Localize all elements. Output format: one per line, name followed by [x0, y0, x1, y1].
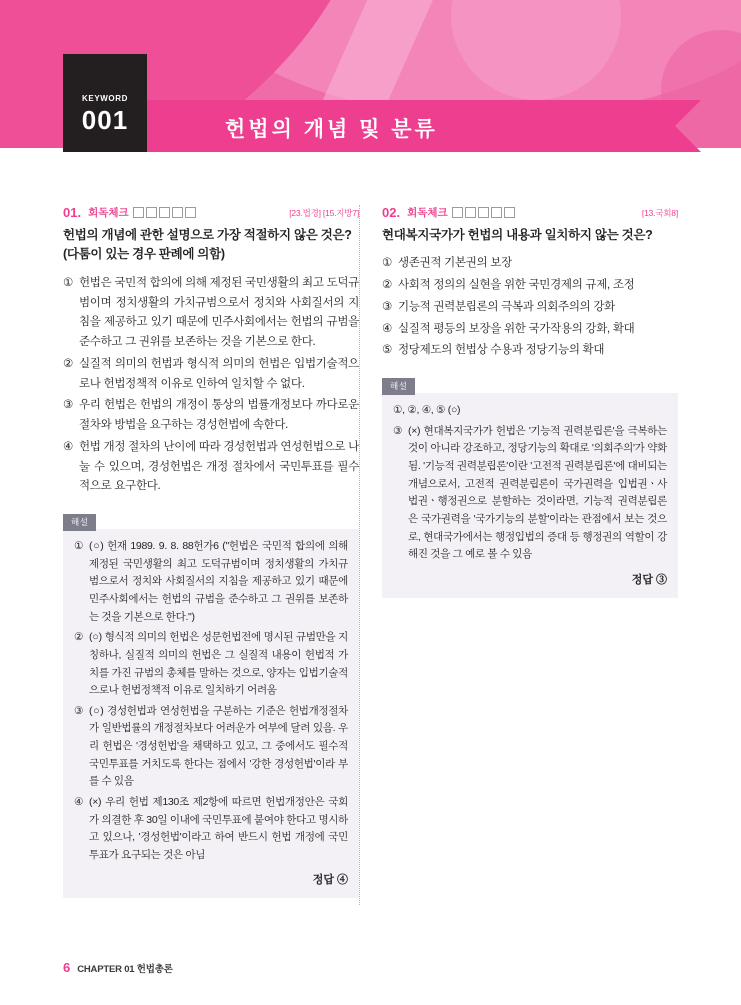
question-number: 02.: [382, 205, 401, 220]
question-column-right: [382, 205, 678, 898]
page-title: 헌법의 개념 및 분류: [225, 118, 438, 141]
explanation-body: [382, 393, 678, 598]
question-prompt: 헌법의 개념에 관한 설명으로 가장 적절하지 않은 것은? (다툼이 있는 경우 판례에 의함): [63, 228, 352, 262]
choice-marker: ④: [63, 440, 74, 453]
explanation-text: 경성헌법과 연성헌법을 구분하는 기준은 헌법개정절차가 일반법률의 개정절차보다 어려운가 여부에 달려 있음. 우리 헌법은 '경성헌법'을 채택하고 있고, 그 중에서도 필수적 국민투표를 거치도록 한다는 점에서 '강한 경성헌법'이라 부를 수 있음: [89, 704, 349, 788]
explanation-item: [393, 423, 667, 564]
review-check-boxes[interactable]: [452, 207, 515, 218]
review-check-box[interactable]: [478, 207, 489, 218]
explanation-item: [74, 538, 348, 626]
explanation-block: [382, 375, 678, 598]
choice-text: 실질적 평등의 보장을 위한 국가작용의 강화, 확대: [398, 322, 635, 335]
content-area: [63, 205, 678, 898]
choice-text: 우리 헌법은 헌법의 개정이 통상의 법률개정보다 까다로운 절차와 방법을 요구하는 경성헌법에 속한다.: [79, 399, 359, 432]
band-bottom-mask: [0, 148, 741, 178]
explanation-text: 헌재 1989. 9. 8. 88헌가6 ("헌법은 국민적 합의에 의해 제정된 국민생활의 최고 도덕규범이며 정치생활의 가치규범으로서 정치와 사회질서의 지침을 제공하고 있기 때문에 민주사회에서는 헌법의 규범을 준수하고 그 권위를 보존하는 것을 기본으로 한다."): [89, 540, 349, 623]
choice-marker: ①: [382, 257, 393, 270]
choice-list: [382, 254, 678, 361]
explanation-marker: ④: [74, 795, 84, 808]
review-check-label: 회독체크: [88, 207, 129, 219]
review-check-box[interactable]: [504, 207, 515, 218]
explanation-item: [74, 794, 348, 865]
explanation-block: [63, 511, 359, 898]
choice-item[interactable]: [63, 274, 359, 353]
explanation-list: [393, 423, 667, 564]
review-check-box[interactable]: [159, 207, 170, 218]
choice-item[interactable]: [382, 341, 678, 361]
choice-list: [63, 274, 359, 497]
review-check-boxes[interactable]: [133, 207, 196, 218]
choice-item[interactable]: [382, 298, 678, 318]
choice-item[interactable]: [63, 396, 359, 436]
choice-item[interactable]: [382, 320, 678, 340]
explanation-mark: (○): [89, 631, 102, 644]
explanation-tag: 해설: [382, 378, 415, 395]
review-check-box[interactable]: [146, 207, 157, 218]
choice-text: 기능적 권력분립론의 극복과 의회주의의 강화: [398, 300, 615, 313]
review-check-box[interactable]: [172, 207, 183, 218]
question-source: [13.국회8]: [641, 207, 678, 218]
choice-marker: ⑤: [382, 344, 393, 357]
explanation-item: [74, 703, 348, 791]
question-source: [23.법경] [15.지방7]: [289, 207, 359, 218]
review-check-box[interactable]: [465, 207, 476, 218]
question-header: [382, 205, 678, 220]
choice-text: 생존권적 기본권의 보장: [398, 257, 512, 270]
page-number: 6: [63, 960, 71, 975]
explanation-mark: (×): [408, 424, 421, 437]
explanation-body: [63, 529, 359, 898]
question-header: [63, 205, 359, 220]
question-number: 01.: [63, 205, 82, 220]
choice-marker: ①: [63, 276, 74, 289]
choice-marker: ③: [382, 300, 393, 313]
explanation-item: [74, 629, 348, 700]
header-banner: [125, 100, 675, 152]
keyword-number: 001: [81, 105, 129, 135]
explanation-summary: ①, ②, ④, ⑤ (○): [393, 404, 461, 417]
choice-marker: ②: [382, 279, 393, 292]
review-check-label: 회독체크: [407, 207, 448, 219]
review-check-box[interactable]: [452, 207, 463, 218]
keyword-badge: [63, 54, 147, 152]
choice-text: 실질적 의미의 헌법과 형식적 의미의 헌법은 입법기술적으로나 헌법정책적 이유로 인하여 일치할 수 없다.: [79, 357, 359, 390]
answer-label: 정답 ③: [631, 573, 667, 586]
choice-text: 정당제도의 헌법상 수용과 정당기능의 확대: [398, 344, 605, 357]
explanation-mark: (×): [89, 795, 102, 808]
question-column-left: [63, 205, 359, 898]
choice-text: 사회적 정의의 실현을 위한 국민경제의 규제, 조정: [398, 279, 635, 292]
explanation-text: 우리 헌법 제130조 제2항에 따르면 헌법개정안은 국회가 의결한 후 30일 이내에 국민투표에 붙여야 한다고 명시하고 있으나, '경성헌법'이라고 하여 반드시 헌법 개정에 국민투표가 요구되는 것은 아님: [89, 795, 348, 861]
question-prompt: 현대복지국가가 헌법의 내용과 일치하지 않는 것은?: [382, 228, 653, 242]
choice-text: 헌법은 국민적 합의에 의해 제정된 국민생활의 최고 도덕규범이며 정치생활의 가치규범으로서 정치와 사회질서의 지침을 제공하고 있기 때문에 민주사회에서는 헌법의 규범을 준수하고 그 권위를 보존하는 것을 기본으로 한다.: [79, 276, 359, 349]
explanation-list: [74, 538, 348, 864]
choice-item[interactable]: [382, 276, 678, 296]
review-check-box[interactable]: [185, 207, 196, 218]
choice-text: 헌법 개정 절차의 난이에 따라 경성헌법과 연성헌법으로 나눌 수 있으며, 경성헌법은 개정 절차에서 국민투표를 필수적으로 요구한다.: [79, 440, 359, 493]
choice-marker: ③: [63, 399, 74, 412]
explanation-text: 현대복지국가가 헌법은 '기능적 권력분립론'을 극복하는 것이 아니라 강조하고, 정당기능의 확대로 '의회주의'가 약화됨. '기능적 권력분립론'이란 '고전적 권력분립론'에 대비되는 개념으로서, 고전적 권력분립론이 국가권력을 입법권ㆍ사법권ㆍ행정권으로 분할하는 것이라면, 기능적 권력분립론은 국가권력을 '국가기능의 분할'이라는 관점에서 보는 것으로, 현대국가에서는 행정입법의 증대 등 행정권의 역할이 강해진 것을 그 예로 볼 수 있음: [408, 424, 667, 561]
choice-item[interactable]: [63, 355, 359, 395]
explanation-marker: ①: [74, 540, 84, 553]
explanation-mark: (○): [89, 704, 104, 717]
explanation-text: 형식적 의미의 헌법은 성문헌법전에 명시된 규범만을 지칭하나, 실질적 의미의 헌법은 그 실질적 내용이 헌법적 가치를 가진 규범의 총체를 말하는 것으로, 양자는 입법기술적으로나 헌법정책적 이유로 일치하기 어려움: [89, 631, 349, 697]
answer-label: 정답 ④: [312, 874, 348, 887]
page-header: [63, 94, 675, 152]
page-footer: [63, 960, 173, 975]
explanation-tag: 해설: [63, 514, 96, 531]
choice-item[interactable]: [382, 254, 678, 274]
explanation-marker: ②: [74, 631, 84, 644]
review-check-box[interactable]: [133, 207, 144, 218]
keyword-label: KEYWORD: [82, 94, 128, 103]
choice-marker: ②: [63, 357, 74, 370]
review-check-box[interactable]: [491, 207, 502, 218]
chapter-label: CHAPTER 01 헌법총론: [77, 964, 173, 975]
choice-marker: ④: [382, 322, 393, 335]
explanation-marker: ③: [393, 424, 403, 437]
explanation-marker: ③: [74, 704, 84, 717]
explanation-mark: (○): [89, 540, 104, 553]
choice-item[interactable]: [63, 438, 359, 497]
